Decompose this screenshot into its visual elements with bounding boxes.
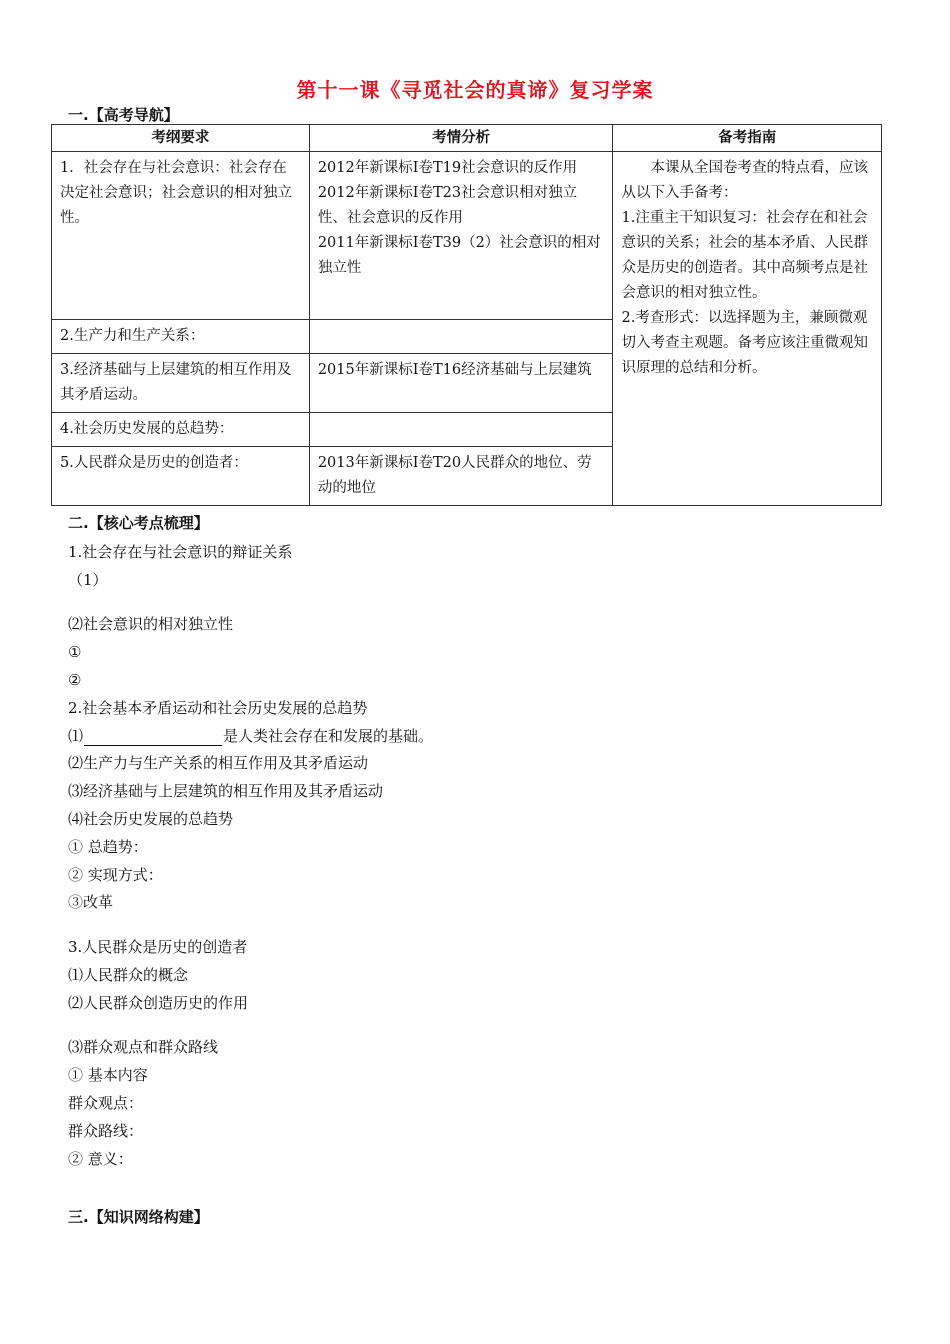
header-requirements: 考纲要求 [52, 125, 310, 152]
outline-line: ① 基本内容 [68, 1066, 148, 1084]
analysis-item: 2011年新课标Ⅰ卷T39（2）社会意识的相对独立性 [317, 235, 601, 276]
outline-line: ⑵社会意识的相对独立性 [68, 615, 234, 633]
header-guide: 备考指南 [613, 125, 882, 152]
core-points-outline [68, 0, 928, 1344]
outline-line: ⑷社会历史发展的总趋势 [68, 810, 234, 828]
analysis-cell: 2015年新课标Ⅰ卷T16经济基础与上层建筑 [309, 354, 613, 413]
outline-line: ① 总趋势： [68, 838, 148, 856]
fill-in-blank[interactable] [84, 729, 222, 746]
outline-line-prefix: ⑴ [68, 727, 84, 745]
outline-line: 群众观点： [68, 1094, 144, 1112]
analysis-item: 2012年新课标Ⅰ卷T23社会意识相对独立性、社会意识的反作用 [317, 185, 578, 226]
outline-line: ⑵生产力与生产关系的相互作用及其矛盾运动 [68, 754, 369, 772]
section-heading-core-points: 二.【核心考点梳理】 [68, 514, 209, 532]
outline-line: 1.社会存在与社会意识的辩证关系 [68, 543, 293, 561]
section-heading-knowledge-network: 三.【知识网络构建】 [68, 1208, 209, 1226]
outline-line: （1） [68, 571, 108, 589]
outline-line: ① [68, 643, 82, 661]
outline-line: ⑵人民群众创造历史的作用 [68, 994, 249, 1012]
requirement-cell: 1．社会存在与社会意识：社会存在决定社会意识；社会意识的相对独立性。 [52, 152, 310, 320]
analysis-item: 2012年新课标Ⅰ卷T19社会意识的反作用 [317, 160, 578, 176]
section-heading-gaokao-navigation: 一.【高考导航】 [68, 106, 179, 124]
outline-line: ② 意义： [68, 1150, 133, 1168]
guide-point-1: 1.注重主干知识复习：社会存在和社会意识的关系；社会的基本矛盾、人民群众是历史的创造者。其中高频考点是社会意识的相对独立性。 [621, 210, 868, 301]
header-analysis: 考情分析 [309, 125, 613, 152]
outline-line-fill-blank [68, 726, 433, 746]
outline-line: 群众路线： [68, 1122, 144, 1140]
page-title: 第十一课《寻觅社会的真谛》复习学案 [296, 78, 654, 102]
outline-line: ② 实现方式： [68, 866, 163, 884]
outline-line: ⑶经济基础与上层建筑的相互作用及其矛盾运动 [68, 782, 384, 800]
outline-line-suffix: 是人类社会存在和发展的基础。 [223, 727, 434, 745]
requirement-cell: 2.生产力和生产关系： [52, 320, 310, 354]
requirement-cell: 5.人民群众是历史的创造者： [52, 447, 310, 506]
outline-line: ⑴人民群众的概念 [68, 966, 189, 984]
requirement-cell: 4.社会历史发展的总趋势： [52, 413, 310, 447]
analysis-cell: 2013年新课标Ⅰ卷T20人民群众的地位、劳动的地位 [309, 447, 613, 506]
outline-line: 2.社会基本矛盾运动和社会历史发展的总趋势 [68, 699, 368, 717]
outline-line: ③改革 [68, 893, 114, 911]
outline-line: ⑶群众观点和群众路线 [68, 1038, 219, 1056]
guide-intro: 本课从全国卷考查的特点看，应该从以下入手备考： [621, 160, 868, 201]
outline-line: 3.人民群众是历史的创造者 [68, 938, 248, 956]
guide-point-2: 2.考查形式：以选择题为主，兼顾微观切入考查主观题。备考应该注重微观知识原理的总结和分析。 [621, 310, 868, 376]
outline-line: ② [68, 671, 82, 689]
requirement-cell: 3.经济基础与上层建筑的相互作用及其矛盾运动。 [52, 354, 310, 413]
